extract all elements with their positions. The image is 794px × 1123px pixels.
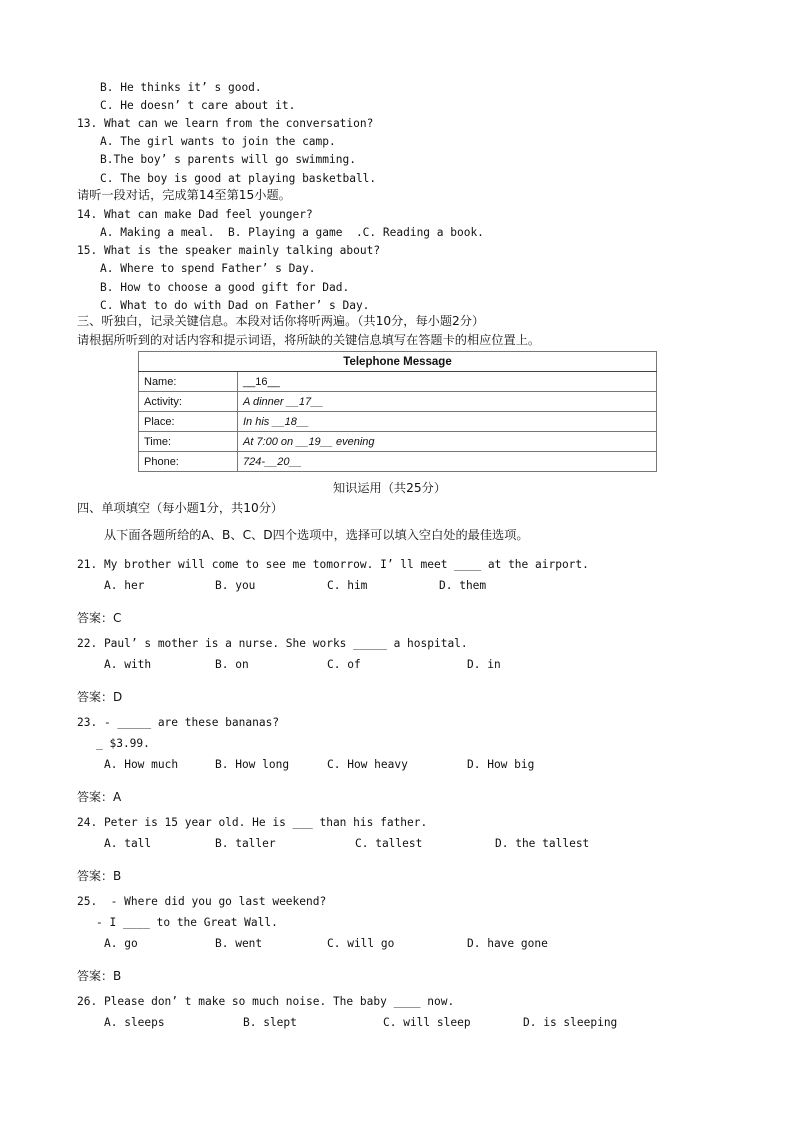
q12-option-c: C. He doesn’ t care about it. — [100, 99, 296, 112]
q25-option-c: C. will go — [327, 937, 395, 950]
q15-option-a: A. Where to spend Father’ s Day. — [100, 262, 316, 275]
q13-option-b: B.The boy’ s parents will go swimming. — [100, 153, 356, 166]
part-title: 知识运用（共25分） — [333, 481, 447, 495]
section4-instruction: 从下面各题所给的A、B、C、D四个选项中，选择可以填入空白处的最佳选项。 — [104, 528, 529, 542]
section3-instruction: 请根据所听到的对话内容和提示词语，将所缺的关键信息填写在答题卡的相应位置上。 — [77, 333, 541, 347]
q25-option-a: A. go — [104, 937, 138, 950]
q25-answer: 答案：B — [77, 969, 122, 983]
q22-option-d: D. in — [467, 658, 501, 671]
q24-option-b: B. taller — [215, 837, 276, 850]
q26-option-b: B. slept — [243, 1016, 297, 1029]
row-value: 724-__20__ — [238, 452, 657, 472]
q26-option-a: A. sleeps — [104, 1016, 165, 1029]
q23-text: 23. - _____ are these bananas? — [77, 716, 280, 729]
q12-option-b: B. He thinks it’ s good. — [100, 81, 262, 94]
row-value: In his __18__ — [238, 412, 657, 432]
section4-title: 四、单项填空（每小题1分，共10分） — [77, 501, 284, 515]
q22-option-a: A. with — [104, 658, 152, 671]
q23-option-c: C. How heavy — [327, 758, 408, 771]
row-label: Phone: — [139, 452, 238, 472]
q21-option-c: C. him — [327, 579, 368, 592]
row-label: Name: — [139, 372, 238, 392]
q23-option-d: D. How big — [467, 758, 535, 771]
row-label: Place: — [139, 412, 238, 432]
q14-options: A. Making a meal. B. Playing a game .C. Reading a book. — [100, 226, 484, 239]
q21-option-d: D. them — [439, 579, 487, 592]
q21-option-a: A. her — [104, 579, 145, 592]
q23-reply: _ $3.99. — [96, 737, 150, 750]
q24-text: 24. Peter is 15 year old. He is ___ than his father. — [77, 816, 428, 829]
q25-reply: - I ____ to the Great Wall. — [96, 916, 278, 929]
q21-text: 21. My brother will come to see me tomorrow. I’ ll meet ____ at the airport. — [77, 558, 589, 571]
q23-option-b: B. How long — [215, 758, 290, 771]
table-row — [139, 452, 657, 472]
row-label: Activity: — [139, 392, 238, 412]
q25-option-b: B. went — [215, 937, 263, 950]
q26-text: 26. Please don’ t make so much noise. The baby ____ now. — [77, 995, 455, 1008]
q23-answer: 答案：A — [77, 790, 122, 804]
q13-option-c: C. The boy is good at playing basketball. — [100, 172, 377, 185]
telephone-message-table — [138, 351, 657, 472]
q21-option-b: B. you — [215, 579, 256, 592]
row-value: At 7:00 on __19__ evening — [238, 432, 657, 452]
q14-text: 14. What can make Dad feel younger? — [77, 208, 313, 221]
q26-option-d: D. is sleeping — [523, 1016, 618, 1029]
q25-text: 25. - Where did you go last weekend? — [77, 895, 327, 908]
q15-option-b: B. How to choose a good gift for Dad. — [100, 281, 350, 294]
q22-option-b: B. on — [215, 658, 249, 671]
table-row — [139, 432, 657, 452]
section3-title: 三、听独白，记录关键信息。本段对话你将听两遍。（共10分，每小题2分） — [77, 314, 485, 328]
q24-answer: 答案：B — [77, 869, 122, 883]
row-label: Time: — [139, 432, 238, 452]
table-row — [139, 372, 657, 392]
q24-option-c: C. tallest — [355, 837, 423, 850]
q13-option-a: A. The girl wants to join the camp. — [100, 135, 336, 148]
q15-text: 15. What is the speaker mainly talking about? — [77, 244, 381, 257]
instruction-14-15: 请听一段对话，完成第14至第15小题。 — [77, 188, 291, 202]
q13-text: 13. What can we learn from the conversation? — [77, 117, 374, 130]
q22-text: 22. Paul’ s mother is a nurse. She works _____ a hospital. — [77, 637, 468, 650]
table-row — [139, 392, 657, 412]
q22-option-c: C. of — [327, 658, 361, 671]
q25-option-d: D. have gone — [467, 937, 548, 950]
q24-option-d: D. the tallest — [495, 837, 590, 850]
q15-option-c: C. What to do with Dad on Father’ s Day. — [100, 299, 370, 312]
row-value: __16__ — [238, 372, 657, 392]
q23-option-a: A. How much — [104, 758, 179, 771]
row-value: A dinner __17__ — [238, 392, 657, 412]
q22-answer: 答案：D — [77, 690, 123, 704]
table-row — [139, 412, 657, 432]
table-title: Telephone Message — [139, 352, 657, 372]
q26-option-c: C. will sleep — [383, 1016, 471, 1029]
q24-option-a: A. tall — [104, 837, 152, 850]
q21-answer: 答案：C — [77, 611, 122, 625]
